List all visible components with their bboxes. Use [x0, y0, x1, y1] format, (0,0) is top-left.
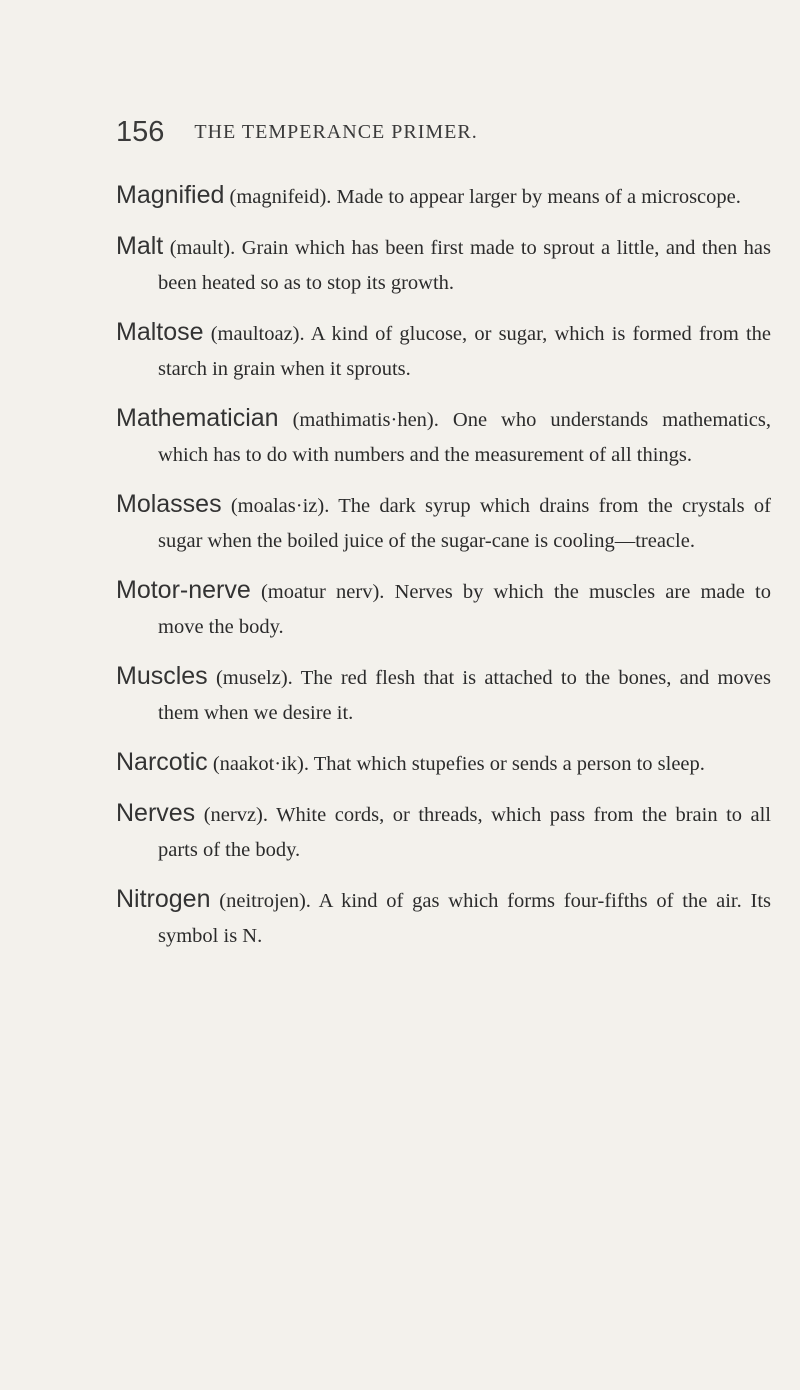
entry-term: Motor-nerve [116, 576, 251, 604]
entry-definition: That which stupefies or sends a person to sleep. [313, 753, 705, 775]
entry-term: Muscles [116, 662, 208, 690]
entry-pronunciation: (maultoaz). [210, 323, 305, 345]
glossary-entries [116, 178, 771, 968]
entry-term: Maltose [116, 318, 204, 346]
entry-pronunciation: (moatur nerv). [260, 581, 385, 603]
entry-definition: The red flesh that is attached to the bones, and moves them when we desire it. [158, 667, 771, 724]
glossary-entry-magnified [116, 178, 771, 215]
glossary-entry-nitrogen [116, 882, 771, 954]
glossary-entry-motor-nerve [116, 573, 771, 645]
running-head [116, 116, 756, 146]
entry-definition: Nerves by which the muscles are made to move the body. [158, 581, 772, 638]
entry-pronunciation: (nervz). [203, 804, 268, 826]
entry-term: Nitrogen [116, 885, 211, 913]
entry-term: Magnified [116, 181, 225, 209]
entry-pronunciation: (naakot·ik). [212, 753, 310, 775]
entry-term: Mathematician [116, 404, 279, 432]
entry-pronunciation: (magnifeid). [229, 186, 332, 208]
entry-term: Malt [116, 232, 164, 260]
entry-definition: A kind of gas which forms four-fifths of the air. Its symbol is N. [158, 890, 772, 947]
page-number: 156 [116, 116, 165, 148]
glossary-entry-malt [116, 229, 771, 301]
entry-term: Nerves [116, 799, 196, 827]
entry-term: Narcotic [116, 748, 208, 776]
entry-pronunciation: (mathimatis·hen). [292, 409, 439, 431]
entry-pronunciation: (moalas·iz). [230, 495, 330, 517]
glossary-entry-nerves [116, 796, 771, 868]
entry-pronunciation: (mault). [169, 237, 236, 259]
glossary-entry-maltose [116, 315, 771, 387]
entry-definition: One who understands mathematics, which has to do with numbers and the measurement of all things. [158, 409, 771, 466]
glossary-entry-mathematician [116, 401, 771, 473]
entry-definition: The dark syrup which drains from the crystals of sugar when the boiled juice of the sugar-cane is cooling—treacle. [158, 495, 771, 552]
glossary-entry-molasses [116, 487, 771, 559]
entry-definition: White cords, or threads, which pass from the brain to all parts of the body. [158, 804, 771, 861]
entry-pronunciation: (neitrojen). [219, 890, 311, 912]
entry-term: Molasses [116, 490, 222, 518]
running-title: THE TEMPERANCE PRIMER. [194, 121, 478, 143]
entry-definition: A kind of glucose, or sugar, which is formed from the starch in grain when it sprouts. [158, 323, 771, 380]
entry-definition: Made to appear larger by means of a microscope. [336, 186, 741, 208]
entry-pronunciation: (muselz). [215, 667, 293, 689]
glossary-entry-narcotic [116, 745, 771, 782]
glossary-entry-muscles [116, 659, 771, 731]
entry-definition: Grain which has been first made to sprout a little, and then has been heated so as to stop its growth. [158, 237, 772, 294]
